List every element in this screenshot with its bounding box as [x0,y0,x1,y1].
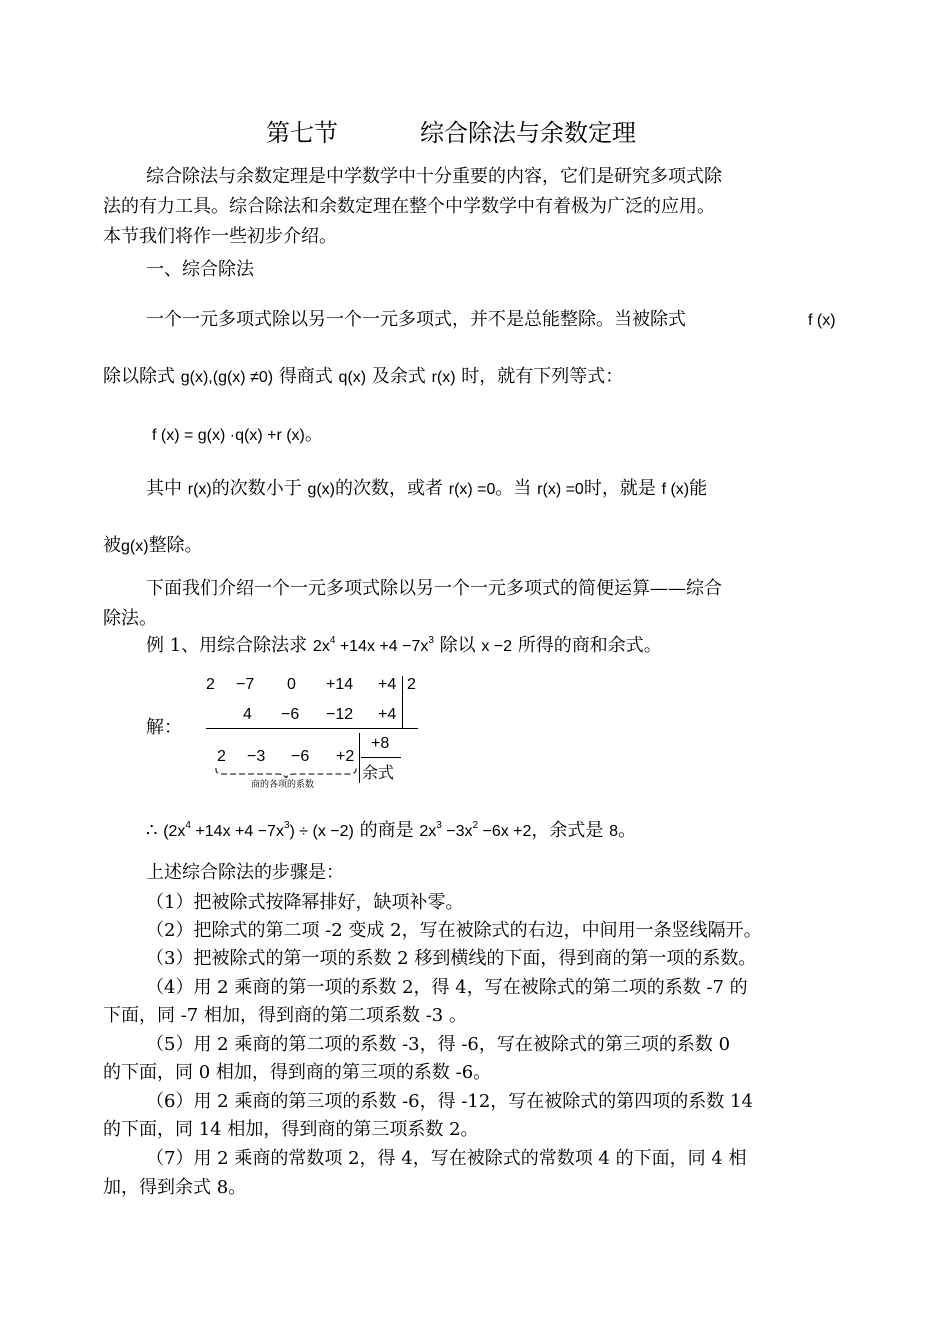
para2-fx: f (x) [661,481,690,498]
intro-line-3: 本节我们将作一些初步介绍。 [103,226,337,247]
product-3: −12 [326,706,354,723]
qe3: 3 [436,820,442,831]
para1-line1-fx: f (x) [808,312,836,329]
para2-l2-b: 整除。 [148,535,203,556]
example1-divisor: x −2 [481,638,513,655]
dividend-coef-3: 0 [287,676,296,693]
qe2: 2 [472,820,479,831]
product-1: 4 [243,706,252,723]
q3: −6x +2 [478,823,532,840]
section-title: 综合除法与余数定理 [420,119,636,147]
example1-end: 所得的商和余式。 [517,635,662,656]
para1-line1-text: 一个一元多项式除以另一个一元多项式，并不是总能整除。当被除式 [146,309,686,330]
para1-l2-gx: g(x),(g(x) ≠0) [180,369,274,386]
poly-exp4: 4 [329,635,336,646]
solution-label: 解： [146,717,182,738]
dividend-coef-5: +4 [378,676,397,693]
intro-line-1: 综合除法与余数定理是中学数学中十分重要的内容，它们是研究多项式除 [146,166,722,187]
poly-a: 2x [312,638,330,655]
result-quotient [419,820,532,840]
step-5-line1: （5）用 2 乘商的第二项的系数 -3，得 -6，写在被除式的第三项的系数 0 [146,1034,731,1055]
para1-l2-rx: r(x) [431,369,456,386]
poly-b: +14x +4 −7x [335,638,429,655]
divisor-separator [402,676,403,728]
step-2: （2）把除式的第二项 -2 变成 2，写在被除式的右边，中间用一条竖线隔开。 [146,920,762,941]
quotient-coef-2: −3 [247,748,266,765]
division-identity [152,424,323,447]
step-4-line1: （4）用 2 乘商的第一项的系数 2，得 4，写在被除式的第二项的系数 -7 的 [146,977,748,998]
identity-equation: f (x) = g(x) ·q(x) +r (x) [152,427,305,444]
para2-c: 的次数，或者 [335,478,444,499]
intro-line-2: 法的有力工具。综合除法和余数定理在整个中学数学中有着极为广泛的应用。 [103,196,715,217]
step-6-line2: 的下面，同 14 相加，得到商的第三项系数 2。 [103,1119,479,1140]
r-e4: 4 [185,820,191,831]
para2-e: 时，就是 [583,478,656,499]
example1-divide-by: 除以 [439,635,476,656]
therefore-symbol: ∴ [146,820,158,841]
para1-line2 [103,366,623,389]
step-5-line2: 的下面，同 0 相加，得到商的第三项的系数 -6。 [103,1062,492,1083]
para2-f: 能 [689,478,708,499]
r-e3: 3 [283,820,290,831]
product-4: +4 [378,706,397,723]
step-4-line2: 下面，同 -7 相加，得到商的第二项系数 -3 。 [103,1005,467,1026]
para1-l2-d: 时，就有下列等式： [461,366,624,387]
quotient-coef-label: 商的各项的系数 [251,780,315,790]
step-6-line1: （6）用 2 乘商的第三项的系数 -6，得 -12，写在被除式的第四项的系数 14 [146,1091,753,1112]
para2-l2-gx: g(x) [121,538,149,555]
quotient-coef-3: −6 [291,748,310,765]
para2-rx: r(x) [187,481,212,498]
sum-line [206,728,418,729]
para2-line1 [146,478,707,501]
quotient-coef-1: 2 [217,748,226,765]
steps-title: 上述综合除法的步骤是： [146,862,344,883]
example1-intro: 例 1、用综合除法求 [146,635,308,656]
quotient-coef-4: +2 [336,748,355,765]
para2-b: 的次数小于 [211,478,302,499]
para2-line2 [103,535,203,558]
para1-l2-b: 得商式 [278,366,333,387]
remainder-label: 余式 [362,763,395,782]
heading-synthetic-division: 一、综合除法 [146,259,254,280]
para1-l2-c: 及余式 [371,366,426,387]
r-lhs2: +14x +4 −7x [190,823,284,840]
para3-line2: 除法。 [103,608,157,629]
poly-exp3: 3 [428,635,434,646]
para2-l2-a: 被 [103,535,121,556]
result-dividend [163,820,354,840]
remainder-value: +8 [371,735,390,752]
step-7-line1: （7）用 2 乘商的常数项 2，得 4，写在被除式的常数项 4 的下面，同 4 相 [146,1148,747,1169]
para3-line1: 下面我们介绍一个一元多项式除以另一个一元多项式的简便运算——综合 [146,578,722,599]
section-number: 第七节 [266,119,338,147]
result-line [146,820,636,843]
remainder-rule [361,757,401,758]
para2-rx-zero-2: r(x) =0 [537,481,584,498]
dividend-coef-1: 2 [206,676,215,693]
result-end: 。 [618,820,637,841]
para2-a: 其中 [146,478,182,499]
result-remainder: 8 [609,823,619,840]
para1-l2-qx: q(x) [338,369,367,386]
example1-polynomial [312,635,434,655]
dividend-coef-4: +14 [326,676,354,693]
r-lhs3: ) ÷ (x −2) [289,823,354,840]
result-is: 的商是 [359,820,414,841]
remainder-separator [359,733,360,783]
dividend-coef-2: −7 [236,676,255,693]
step-3: （3）把被除式的第一项的系数 2 移到横线的下面，得到商的第一项的系数。 [146,948,757,969]
result-rem-text: ，余式是 [531,820,604,841]
identity-period: 。 [304,424,323,445]
r-lhs1: (2x [163,823,186,840]
para2-gx: g(x) [307,481,336,498]
q2: −3x [441,823,473,840]
divisor-value: 2 [407,676,416,693]
product-2: −6 [281,706,300,723]
step-1: （1）把被除式按降幂排好，缺项补零。 [146,892,464,913]
q1: 2x [419,823,437,840]
para1-l2-a: 除以除式 [103,366,175,387]
para2-rx-zero: r(x) =0 [448,481,496,498]
step-7-line2: 加，得到余式 8。 [103,1177,247,1198]
para2-d: 。当 [495,478,532,499]
example1 [146,635,662,658]
